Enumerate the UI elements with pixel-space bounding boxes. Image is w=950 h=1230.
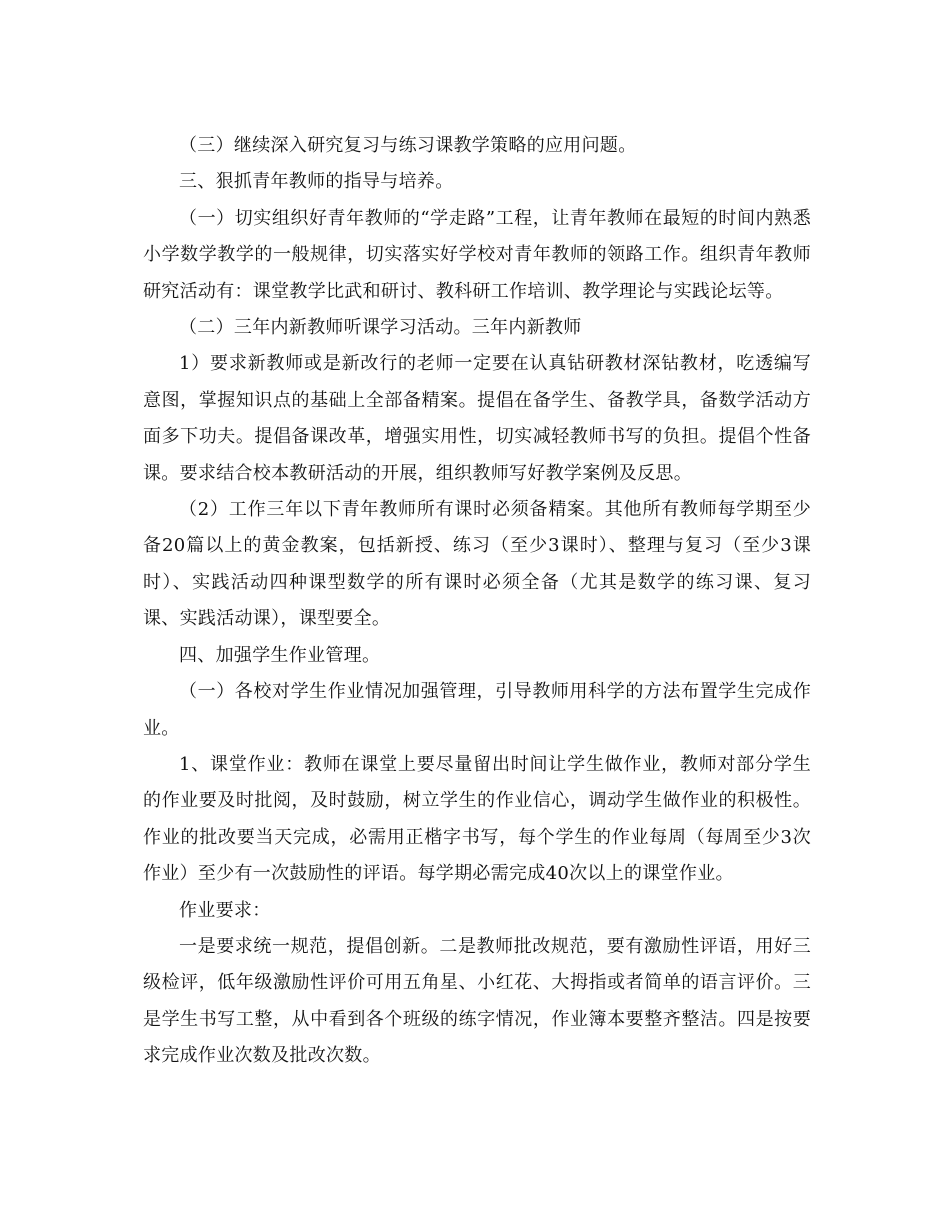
paragraph-homework-management: （一）各校对学生作业情况加强管理，引导教师用科学的方法布置学生完成作业。 <box>143 681 811 739</box>
paragraph-review-strategy: （三）继续深入研究复习与练习课教学策略的应用问题。 <box>179 135 637 156</box>
heading-young-teachers: 三、狠抓青年教师的指导与培养。 <box>179 171 454 193</box>
paragraph-learn-to-walk-project: （一）切实组织好青年教师的“学走路”工程，让青年教师在最短的时间内熟悉小学数学教学的一般规律，切实落实好学校对青年教师的领路工作。组织青年教师研究活动有：课堂教学比武和研讨、教科研工作培训、教学理论与实践论坛等。 <box>143 207 811 302</box>
paragraph-new-teacher-observation: （二）三年内新教师听课学习活动。三年内新教师 <box>179 317 582 339</box>
paragraph-homework-standards: 一是要求统一规范，提倡创新。二是教师批改规范，要有激励性评语，用好三级检评，低年级激励性评价可用五角星、小红花、大拇指或者简单的语言评价。三是学生书写工整，从中看到各个班级的练字情况，作业簿本要整齐整洁。四是按要求完成作业次数及批改次数。 <box>143 935 811 1067</box>
paragraph-lesson-prep-requirements: 1）要求新教师或是新改行的老师一定要在认真钻研教材深钻教材，吃透编写意图，掌握知识点的基础上全部备精案。提倡在备学生、备教学具，备数学活动方面多下功夫。提倡备课改革，增强实用性，切实减轻教师书写的负担。提倡个性备课。要求结合校本教研活动的开展，组织教师写好教学案例及反思。 <box>143 353 811 484</box>
heading-homework-management: 四、加强学生作业管理。 <box>179 644 381 666</box>
paragraph-classroom-homework: 1、课堂作业：教师在课堂上要尽量留出时间让学生做作业，教师对部分学生的作业要及时批阅，及时鼓励，树立学生的作业信心，调动学生做作业的积极性。作业的批改要当天完成，必需用正楷字书写，每个学生的作业每周（每周至少3次作业）至少有一次鼓励性的评语。每学期必需完成40次以上的课堂作业。 <box>143 753 811 885</box>
paragraph-lesson-plan-quota: （2）工作三年以下青年教师所有课时必须备精案。其他所有教师每学期至少备20篇以上的黄金教案，包括新授、练习（至少3课时）、整理与复习（至少3课时）、实践活动四种课型数学的所有课时必须全备（尤其是数学的练习课、复习课、实践活动课），课型要全。 <box>143 499 811 630</box>
document-body <box>143 128 811 1075</box>
heading-homework-requirements: 作业要求： <box>179 899 271 921</box>
